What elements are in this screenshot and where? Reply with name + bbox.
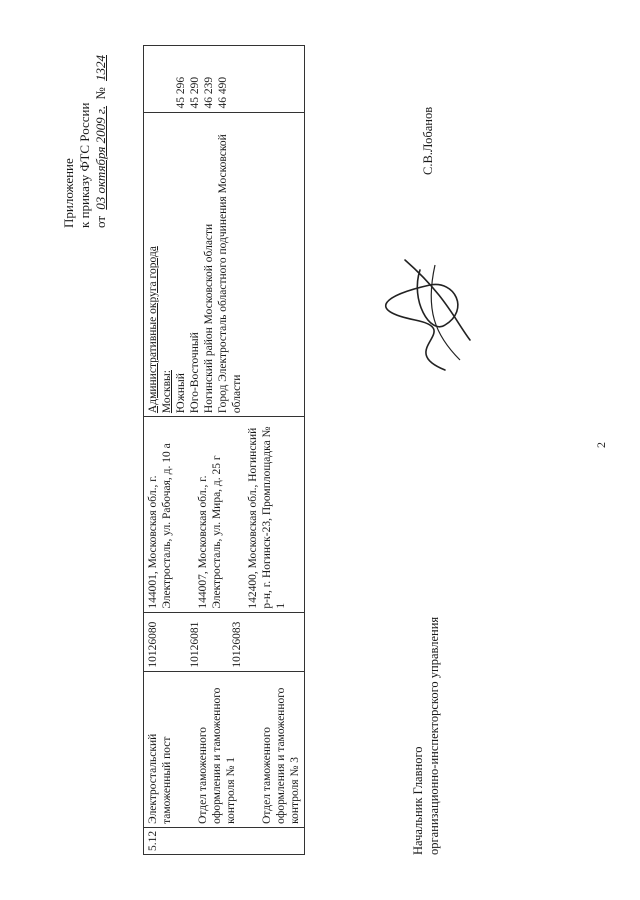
signatory-title-line2: организационно-инспекторского управления bbox=[427, 616, 441, 855]
signatory-title-line1: Начальник Главного bbox=[411, 746, 425, 855]
number-sign: № bbox=[93, 87, 108, 100]
district-header: Административные округа города bbox=[147, 246, 159, 414]
order-date: 03 октября 2009 г. bbox=[93, 105, 108, 210]
appendix-order: к приказу ФТС России bbox=[77, 102, 92, 228]
table-row bbox=[144, 46, 305, 855]
signatory-name: С.В.Лобанов bbox=[421, 106, 435, 175]
row-number: 5.12 bbox=[144, 827, 305, 854]
codes-cell bbox=[144, 612, 305, 671]
appendix-header bbox=[61, 52, 109, 228]
order-number: 1324 bbox=[93, 55, 108, 82]
district-item: Юго-Восточный bbox=[189, 332, 201, 414]
dept3-name: Отдел таможенного оформления и таможенного контроля № 3 bbox=[261, 687, 301, 824]
city-name: Москвы: bbox=[161, 370, 173, 414]
appendix-date-line bbox=[93, 52, 109, 228]
dept3-code: 10126083 bbox=[231, 621, 243, 668]
okato-code: 46 239 bbox=[203, 76, 215, 109]
districts-cell bbox=[144, 112, 305, 417]
page-number: 2 bbox=[594, 442, 608, 448]
dept3-address: 142400, Московская обл., Ногинский р-н, г. Ногинск-23, Промплощадка № 1 bbox=[247, 426, 287, 609]
names-cell bbox=[144, 671, 305, 827]
signatory-title bbox=[410, 617, 442, 855]
post-code: 10126080 bbox=[147, 621, 159, 668]
addresses-cell bbox=[144, 417, 305, 613]
post-name: Электростальский таможенный пост bbox=[147, 733, 173, 824]
district-item: Ногинский район Московской области bbox=[203, 223, 215, 414]
post-address: 144001, Московская обл., г. Электросталь, ул. Рабочая, д. 10 а bbox=[147, 443, 173, 609]
okato-code: 45 296 bbox=[175, 76, 187, 109]
dept1-address: 144007, Московская обл., г. Электросталь, ул. Мира, д. 25 г bbox=[197, 455, 223, 609]
dept1-name: Отдел таможенного оформления и таможенного контроля № 1 bbox=[197, 687, 237, 824]
date-prefix: от bbox=[93, 215, 108, 228]
customs-table bbox=[143, 45, 305, 855]
dept1-code: 10126081 bbox=[189, 621, 201, 668]
handwritten-signature bbox=[375, 250, 485, 380]
district-item: Южный bbox=[175, 373, 187, 414]
codes-list-cell bbox=[144, 46, 305, 113]
okato-code: 46 490 bbox=[217, 76, 229, 109]
district-item: Город Электросталь областного подчинения Московской области bbox=[217, 134, 243, 414]
okato-code: 45 290 bbox=[189, 76, 201, 109]
appendix-title: Приложение bbox=[61, 158, 76, 228]
